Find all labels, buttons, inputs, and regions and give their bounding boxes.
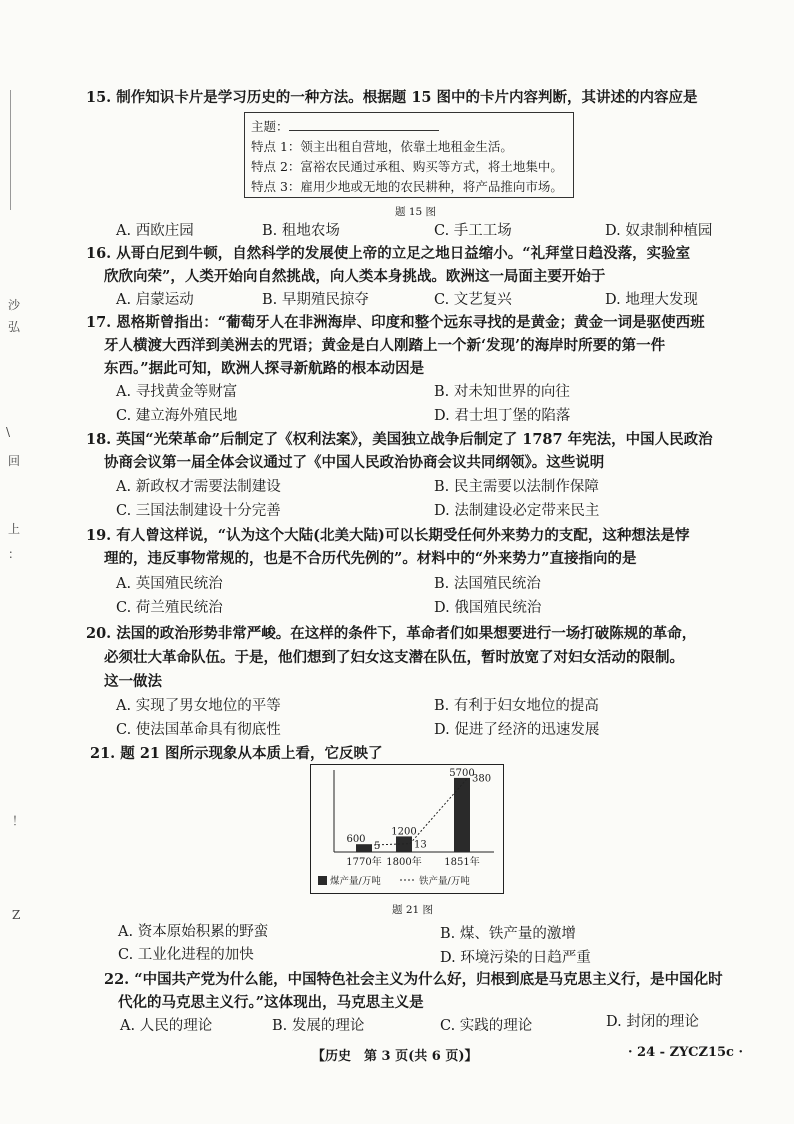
q22-option-b[interactable]: B. 发展的理论 (272, 1018, 365, 1034)
q15-option-a[interactable]: A. 西欧庄园 (116, 223, 194, 239)
q18-option-b[interactable]: B. 民主需要以法制作保障 (434, 479, 599, 495)
margin-mark: Z (12, 908, 21, 922)
legend-coal-label: 煤产量/万吨 (330, 876, 381, 887)
card-feature-1: 特点 1：领主出租自营地，依靠土地租金生活。 (251, 139, 513, 154)
question-18-line-1: 18. 英国“光荣革命”后制定了《权利法案》，美国独立战争后制定了 1787 年宪法，中国人民政治 (86, 431, 713, 448)
exam-code: · 24 - ZYCZ15c · (628, 1045, 744, 1060)
figure-15-caption: 题 15 图 (395, 206, 437, 218)
q15-option-d[interactable]: D. 奴隶制种植园 (605, 223, 713, 239)
card-feature-3: 特点 3：雇用少地或无地的农民耕种，将产品推向市场。 (251, 179, 563, 194)
question-18-line-2: 协商会议第一届全体会议通过了《中国人民政治协商会议共同纲领》。这些说明 (104, 454, 605, 471)
q21-option-b[interactable]: B. 煤、铁产量的激增 (440, 926, 576, 942)
q17-option-d[interactable]: D. 君士坦丁堡的陷落 (434, 408, 571, 424)
q21-option-d[interactable]: D. 环境污染的日趋严重 (440, 950, 591, 966)
question-16-line-1: 16. 从哥白尼到牛顿，自然科学的发展使上帝的立足之地日益缩小。“礼拜堂日趋没落，实验室 (86, 245, 691, 262)
q16-option-a[interactable]: A. 启蒙运动 (116, 292, 194, 308)
q15-option-b[interactable]: B. 租地农场 (262, 223, 340, 239)
x-tick-label: 1770年 (346, 857, 382, 868)
q20-option-c[interactable]: C. 使法国革命具有彻底性 (116, 722, 281, 738)
knowledge-card (244, 112, 574, 198)
q21-option-a[interactable]: A. 资本原始积累的野蛮 (118, 924, 269, 940)
q16-option-c[interactable]: C. 文艺复兴 (434, 292, 512, 308)
q19-option-b[interactable]: B. 法国殖民统治 (434, 576, 541, 592)
coal-bar (454, 778, 470, 852)
margin-mark: ！ (12, 814, 25, 828)
figure-21-caption: 题 21 图 (392, 904, 434, 916)
q20-option-b[interactable]: B. 有利于妇女地位的提高 (434, 698, 599, 714)
question-17-line-3: 东西。”据此可知，欧洲人探寻新航路的根本动因是 (104, 360, 425, 377)
legend-iron-label: 铁产量/万吨 (419, 876, 470, 887)
card-topic (251, 117, 439, 135)
margin-mark: 沙 (8, 298, 21, 312)
question-22-line-2: 代化的马克思主义行。”这体现出，马克思主义是 (118, 994, 424, 1011)
q19-option-a[interactable]: A. 英国殖民统治 (116, 576, 223, 592)
card-topic-blank (289, 120, 439, 131)
coal-data-label: 5700 (449, 767, 475, 779)
q17-option-c[interactable]: C. 建立海外殖民地 (116, 408, 238, 424)
margin-mark: 上 (8, 522, 21, 536)
question-20-line-2: 必须壮大革命队伍。于是，他们想到了妇女这支潜在队伍，暂时放宽了对妇女活动的限制。 (104, 649, 684, 666)
question-17-line-2: 牙人横渡大西洋到美洲去的咒语；黄金是白人刚踏上一个新‘发现’的海岸时所要的第一件 (104, 337, 666, 354)
iron-data-label: 5 (374, 841, 381, 853)
margin-scan-line (10, 90, 11, 210)
coal-data-label: 600 (346, 834, 366, 846)
question-19-line-1: 19. 有人曾这样说，“认为这个大陆(北美大陆)可以长期受任何外来势力的支配，这种想法是悖 (86, 527, 690, 544)
q17-option-b[interactable]: B. 对未知世界的向往 (434, 384, 570, 400)
q18-option-d[interactable]: D. 法制建设必定带来民主 (434, 503, 600, 519)
coal-data-label: 1200 (391, 826, 417, 838)
question-15-stem: 15. 制作知识卡片是学习历史的一种方法。根据题 15 图中的卡片内容判断，其讲述的内容应是 (86, 89, 698, 106)
question-20-line-3: 这一做法 (104, 673, 162, 690)
iron-data-label: 13 (414, 839, 427, 851)
x-tick-label: 1800年 (386, 857, 422, 868)
margin-mark: ： (8, 547, 21, 561)
margin-mark: 弘 (8, 320, 21, 334)
q19-option-c[interactable]: C. 荷兰殖民统治 (116, 600, 223, 616)
x-tick-label: 1851年 (444, 857, 480, 868)
coal-iron-chart (310, 764, 504, 894)
q19-option-d[interactable]: D. 俄国殖民统治 (434, 600, 542, 616)
q20-option-a[interactable]: A. 实现了男女地位的平等 (116, 698, 281, 714)
q18-option-a[interactable]: A. 新政权才需要法制建设 (116, 479, 281, 495)
question-16-line-2: 欣欣向荣”，人类开始向自然挑战，向人类本身挑战。欧洲这一局面主要开始于 (104, 268, 606, 285)
margin-mark: \ (6, 425, 11, 439)
question-20-line-1: 20. 法国的政治形势非常严峻。在这样的条件下，革命者们如果想要进行一场打破陈规的革命， (86, 625, 697, 642)
q15-option-c[interactable]: C. 手工工场 (434, 223, 512, 239)
q22-option-c[interactable]: C. 实践的理论 (440, 1018, 533, 1034)
card-topic-label: 主题： (251, 119, 289, 134)
q22-option-a[interactable]: A. 人民的理论 (120, 1018, 213, 1034)
question-22-line-1: 22. “中国共产党为什么能，中国特色社会主义为什么好，归根到底是马克思主义行，是中国化时 (104, 971, 723, 988)
legend-coal-swatch (318, 876, 327, 885)
q21-option-c[interactable]: C. 工业化进程的加快 (118, 947, 254, 963)
iron-data-label: 380 (472, 773, 492, 785)
q22-option-d[interactable]: D. 封闭的理论 (606, 1014, 699, 1030)
q16-option-d[interactable]: D. 地理大发现 (605, 292, 698, 308)
q17-option-a[interactable]: A. 寻找黄金等财富 (116, 384, 238, 400)
coal-bar (356, 844, 372, 852)
q20-option-d[interactable]: D. 促进了经济的迅速发展 (434, 722, 600, 738)
q16-option-b[interactable]: B. 早期殖民掠夺 (262, 292, 369, 308)
q18-option-c[interactable]: C. 三国法制建设十分完善 (116, 503, 281, 519)
question-17-line-1: 17. 恩格斯曾指出：“葡萄牙人在非洲海岸、印度和整个远东寻找的是黄金；黄金一词是驱使西班 (86, 314, 705, 331)
card-feature-2: 特点 2：富裕农民通过承租、购买等方式，将土地集中。 (251, 159, 563, 174)
question-21-stem: 21. 题 21 图所示现象从本质上看，它反映了 (90, 745, 383, 762)
margin-mark: 回 (8, 454, 21, 468)
page-footer: 【历史 第 3 页(共 6 页)】 (312, 1049, 478, 1064)
question-19-line-2: 理的，违反事物常规的，也是不合历代先例的”。材料中的“外来势力”直接指向的是 (104, 550, 637, 567)
